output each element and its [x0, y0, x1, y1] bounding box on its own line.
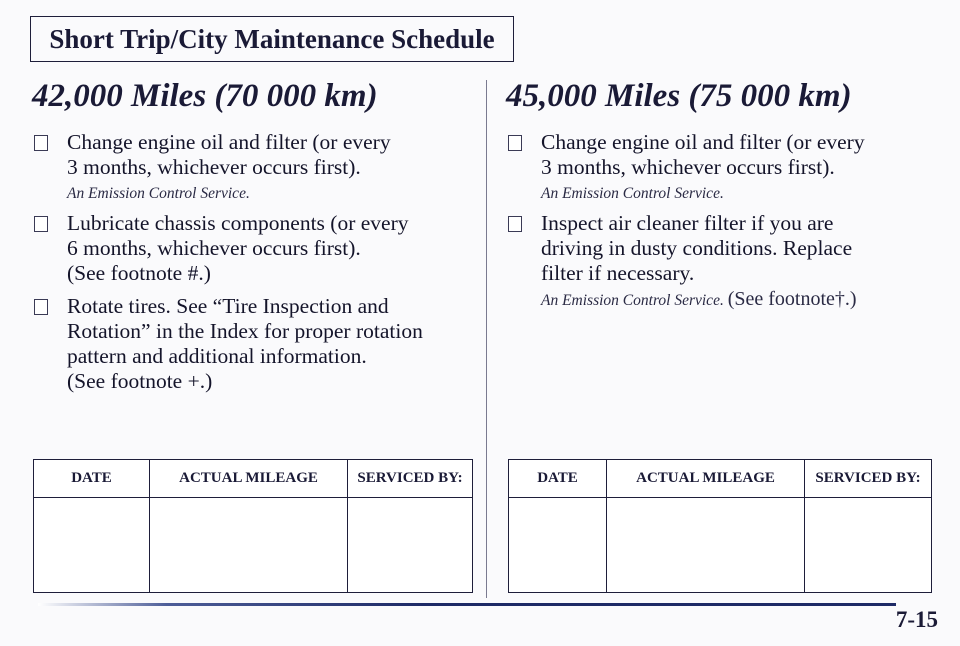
table-cell-mileage[interactable] — [607, 498, 804, 592]
item-note-footnote: (See footnote†.) — [727, 288, 857, 310]
item-note-text: An Emission Control Service. — [541, 292, 724, 309]
footer-rule — [38, 603, 896, 606]
left-item-lubricate-chassis — [32, 211, 472, 286]
table-cell-serviced-by[interactable] — [805, 498, 931, 592]
table-cell-serviced-by[interactable] — [348, 498, 472, 592]
page-number: 7-15 — [895, 607, 938, 632]
item-note: An Emission Control Service. — [67, 185, 250, 202]
checkbox[interactable] — [508, 216, 522, 232]
table-column — [150, 460, 348, 592]
left-item-oil-change — [32, 130, 472, 203]
item-line: (See footnote #.) — [67, 261, 211, 285]
service-record-table-right — [508, 459, 932, 593]
right-column-title: 45,000 Miles (75 000 km) — [506, 78, 852, 114]
item-line: 6 months, whichever occurs first). — [67, 236, 361, 260]
table-header-serviced-by: SERVICED BY: — [805, 460, 931, 498]
item-note: An Emission Control Service. — [541, 185, 724, 202]
table-cell-date[interactable] — [34, 498, 149, 592]
checkbox[interactable] — [34, 216, 48, 232]
right-column — [506, 74, 926, 318]
table-cell-date[interactable] — [509, 498, 606, 592]
item-line: Rotate tires. See “Tire Inspection and — [67, 294, 389, 318]
checkbox[interactable] — [508, 135, 522, 151]
table-header-mileage: ACTUAL MILEAGE — [150, 460, 347, 498]
right-item-oil-change — [506, 130, 926, 203]
table-cell-mileage[interactable] — [150, 498, 347, 592]
table-column — [805, 460, 931, 592]
service-record-table-left — [33, 459, 473, 593]
table-header-date: DATE — [34, 460, 149, 498]
table-column — [34, 460, 150, 592]
table-column — [607, 460, 805, 592]
table-header-serviced-by: SERVICED BY: — [348, 460, 472, 498]
checkbox[interactable] — [34, 135, 48, 151]
table-column — [509, 460, 607, 592]
section-title: Short Trip/City Maintenance Schedule — [49, 23, 495, 54]
item-line: 3 months, whichever occurs first). — [541, 155, 835, 179]
item-line: filter if necessary. — [541, 261, 695, 285]
item-line: Change engine oil and filter (or every — [541, 130, 865, 154]
item-line: Inspect air cleaner filter if you are — [541, 211, 834, 235]
item-line: (See footnote +.) — [67, 369, 213, 393]
right-item-air-filter — [506, 211, 926, 310]
column-divider — [486, 80, 487, 598]
left-column-title: 42,000 Miles (70 000 km) — [32, 78, 378, 114]
item-line: pattern and additional information. — [67, 344, 367, 368]
left-column — [32, 74, 472, 402]
table-column — [348, 460, 472, 592]
item-line: Change engine oil and filter (or every — [67, 130, 391, 154]
checkbox[interactable] — [34, 299, 48, 315]
item-line: 3 months, whichever occurs first). — [67, 155, 361, 179]
table-header-date: DATE — [509, 460, 606, 498]
table-header-mileage: ACTUAL MILEAGE — [607, 460, 804, 498]
item-line: Lubricate chassis components (or every — [67, 211, 409, 235]
item-note — [541, 290, 926, 310]
item-line: driving in dusty conditions. Replace — [541, 236, 853, 260]
section-header — [30, 16, 514, 62]
left-item-rotate-tires — [32, 294, 472, 394]
item-line: Rotation” in the Index for proper rotation — [67, 319, 423, 343]
